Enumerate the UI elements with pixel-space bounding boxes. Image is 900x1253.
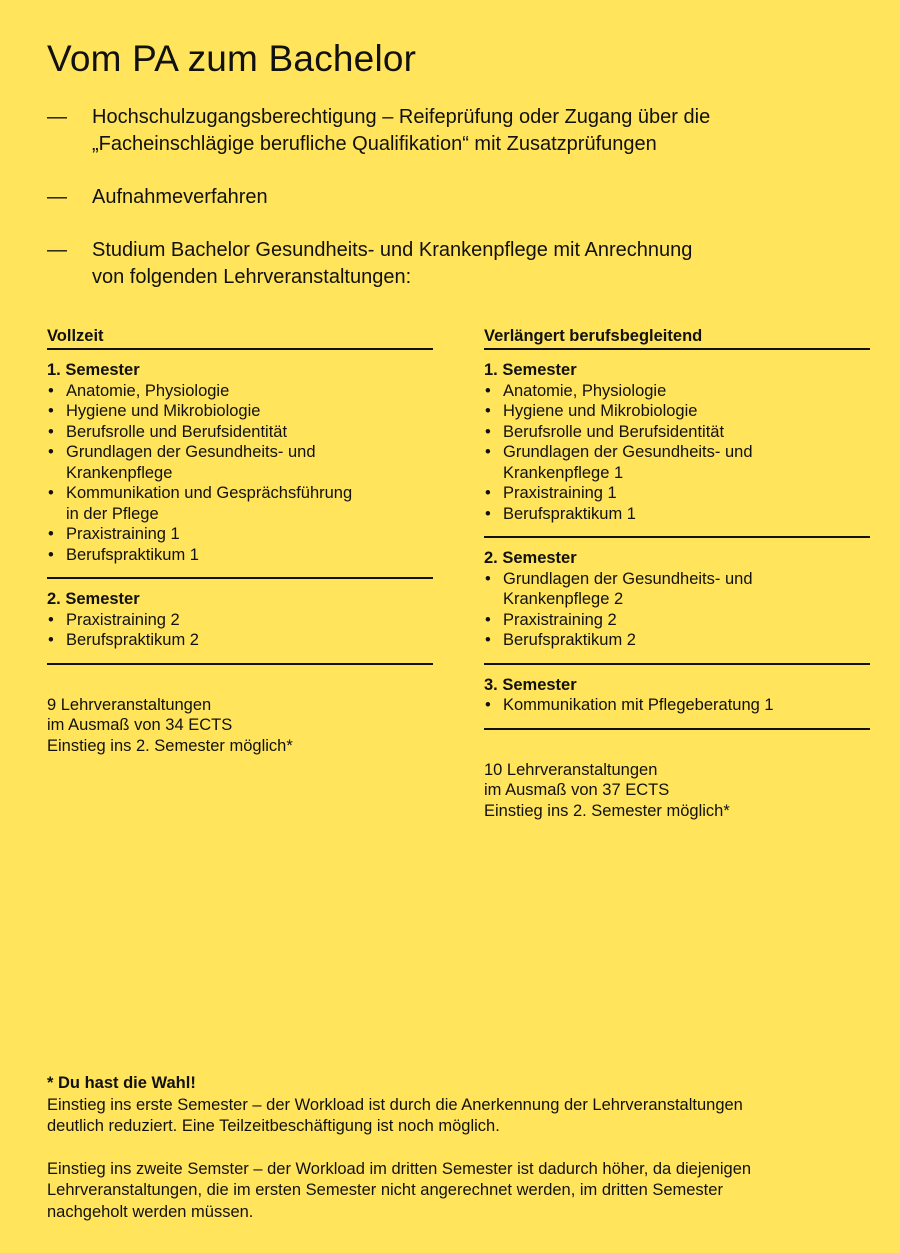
list-item: • Berufspraktikum 1 — [484, 504, 870, 525]
vollzeit-column — [47, 326, 433, 756]
list-item: • Anatomie, Physiologie — [47, 381, 433, 402]
list-item: • Berufsrolle und Berufsidentität — [484, 422, 870, 443]
summary-line: Einstieg ins 2. Semester möglich* — [47, 736, 293, 755]
requirement-item — [47, 104, 847, 158]
requirements-list — [47, 104, 847, 317]
list-item: • Berufspraktikum 1 — [47, 545, 433, 566]
summary-line: im Ausmaß von 37 ECTS — [484, 781, 670, 799]
list-item: • Kommunikation mit Pflegeberatung 1 — [484, 695, 870, 716]
requirement-text: Hochschulzugangsberechtigung – Reifeprüfung oder Zugang über die „Facheinschlägige berufliche Qualifikation“ mit Zusatzprüfungen — [92, 106, 711, 155]
requirement-item — [47, 237, 847, 291]
list-item: • Praxistraining 2 — [47, 610, 433, 631]
divider — [47, 663, 433, 665]
course-list — [484, 569, 870, 651]
dash-marker: — — [47, 106, 67, 128]
summary-line: 9 Lehrveranstaltungen — [47, 695, 212, 714]
footnote-paragraph: Einstieg ins zweite Semster – der Workload im dritten Semester ist dadurch höher, da diejenigen Lehrveranstaltungen, die im ersten Semester nicht angerechnet werden, im dritten Semester nachgeholt werden müssen. — [47, 1159, 752, 1221]
semester-block — [484, 538, 870, 663]
semester-block — [47, 579, 433, 663]
list-item: • Hygiene und Mikrobiologie — [484, 401, 870, 422]
requirement-item — [47, 184, 847, 211]
list-item: • Hygiene und Mikrobiologie — [47, 401, 433, 422]
summary-line: Einstieg ins 2. Semester möglich* — [484, 801, 730, 820]
course-list — [47, 610, 433, 651]
requirement-text: Studium Bachelor Gesundheits- und Krankenpflege mit Anrechnung von folgenden Lehrveranstaltungen: — [92, 239, 693, 288]
list-item: • Berufspraktikum 2 — [47, 630, 433, 651]
dash-marker: — — [47, 186, 67, 208]
dash-marker: — — [47, 239, 67, 261]
course-list — [484, 695, 870, 716]
course-list — [47, 381, 433, 566]
column-heading: Verlängert berufsbegleitend — [484, 327, 703, 345]
summary-line: im Ausmaß von 34 ECTS — [47, 716, 233, 734]
list-item: • Praxistraining 1 — [484, 483, 870, 504]
semester-title: 1. Semester — [484, 361, 577, 379]
list-item: • Grundlagen der Gesundheits- und Krankenpflege — [47, 442, 433, 483]
list-item: • Kommunikation und Gesprächsführung in der Pflege — [47, 483, 433, 524]
requirement-text: Aufnahmeverfahren — [92, 186, 268, 208]
footnote-title: * Du hast die Wahl! — [47, 1074, 196, 1092]
list-item: • Praxistraining 1 — [47, 524, 433, 545]
semester-title: 1. Semester — [47, 361, 140, 379]
list-item: • Anatomie, Physiologie — [484, 381, 870, 402]
list-item: • Berufspraktikum 2 — [484, 630, 870, 651]
divider — [484, 728, 870, 730]
footnote — [47, 1073, 867, 1223]
page-title: Vom PA zum Bachelor — [47, 38, 417, 79]
semester-block — [47, 350, 433, 577]
list-item: • Berufsrolle und Berufsidentität — [47, 422, 433, 443]
berufsbegleitend-column — [484, 326, 870, 821]
summary — [484, 760, 870, 822]
semester-title: 2. Semester — [484, 549, 577, 567]
summary — [47, 695, 433, 757]
list-item: • Grundlagen der Gesundheits- und Krankenpflege 2 — [484, 569, 870, 610]
semester-block — [484, 665, 870, 728]
list-item: • Praxistraining 2 — [484, 610, 870, 631]
semester-title: 3. Semester — [484, 675, 577, 694]
footnote-paragraph: Einstieg ins erste Semester – der Workload ist durch die Anerkennung der Lehrveranstaltungen deutlich reduziert. Eine Teilzeitbeschäftigung ist noch möglich. — [47, 1095, 743, 1135]
semester-title: 2. Semester — [47, 590, 140, 608]
summary-line: 10 Lehrveranstaltungen — [484, 760, 658, 779]
course-list — [484, 381, 870, 525]
list-item: • Grundlagen der Gesundheits- und Krankenpflege 1 — [484, 442, 870, 483]
column-heading: Vollzeit — [47, 327, 104, 345]
semester-block — [484, 350, 870, 536]
